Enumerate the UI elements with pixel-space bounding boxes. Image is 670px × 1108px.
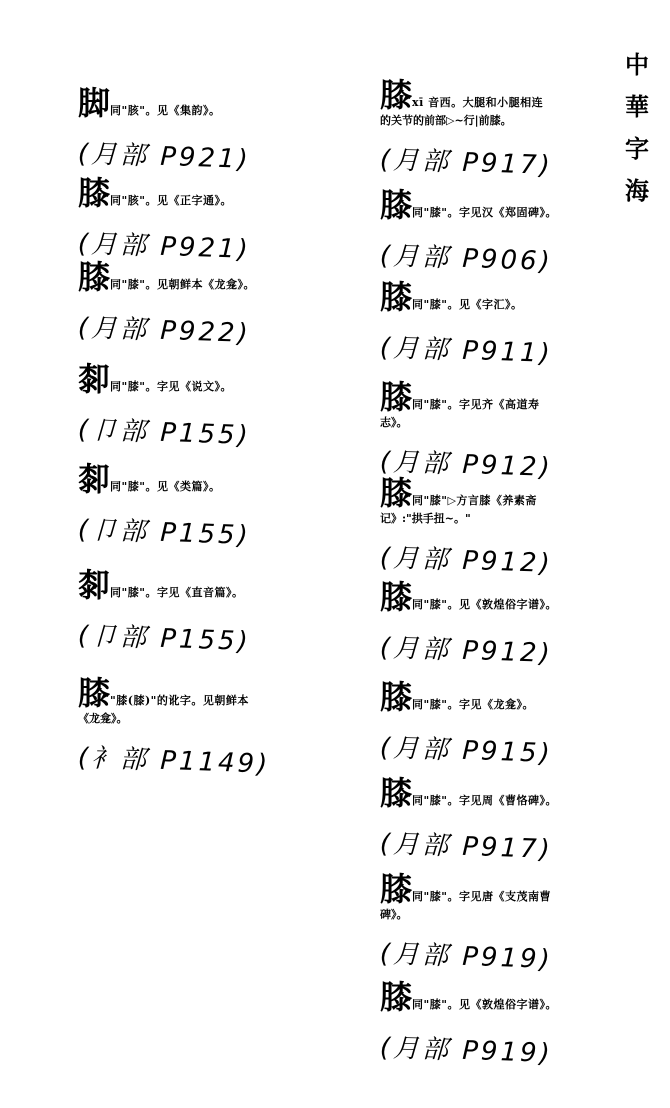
- dictionary-entry: [77, 84, 308, 176]
- dictionary-entry: [379, 474, 620, 580]
- entry-definition-line: [78, 260, 308, 295]
- entry-definition-line: [78, 176, 308, 211]
- entry-definition-line: [380, 476, 620, 525]
- dictionary-entry: [379, 186, 620, 278]
- headword-char: 膝: [380, 186, 413, 224]
- handwritten-note: (月部 P917): [379, 145, 554, 182]
- entry-definition-line: [380, 872, 620, 921]
- handwritten-note: (月部 P919): [379, 1033, 554, 1070]
- entry-definition: 同"膝"。字见《直音篇》。: [110, 586, 244, 599]
- headword-char: 膝: [380, 978, 413, 1016]
- headword-char: 膝: [78, 258, 111, 296]
- headword-char: 膝: [380, 76, 413, 114]
- title-char: 海: [625, 176, 649, 205]
- entry-definition-continuation: 《龙龛》。: [78, 712, 128, 726]
- headword-char: 膝: [380, 578, 413, 616]
- page-title: [622, 44, 652, 212]
- handwritten-note: (月部 P921): [77, 139, 252, 176]
- handwritten-note: (卩部 P155): [77, 415, 252, 452]
- dictionary-entry: [77, 460, 308, 552]
- entry-definition-continuation: 记》:"拱手扭~。": [380, 512, 471, 526]
- title-char: 華: [625, 92, 649, 121]
- entry-definition: "膝(膝)"的讹字。见朝鲜本: [110, 694, 249, 707]
- dictionary-entry: [379, 578, 620, 670]
- dictionary-entry: [379, 978, 620, 1070]
- entry-definition: xī 音西。大腿和小腿相连: [412, 96, 544, 109]
- entry-definition-line: [78, 86, 308, 121]
- entry-definition-line: [380, 380, 620, 429]
- headword-char: 膝: [380, 678, 413, 716]
- entry-definition: 同"膝"。见朝鲜本《龙龛》。: [110, 278, 255, 291]
- entry-definition-continuation: 碑》。: [380, 908, 408, 922]
- headword-char: 厀: [78, 460, 111, 498]
- headword-char: 厀: [78, 360, 111, 398]
- handwritten-note: (月部 P912): [379, 543, 554, 580]
- dictionary-entry: [379, 678, 620, 770]
- dictionary-entry: [379, 774, 620, 866]
- entry-definition: 同"膝"。见《字汇》。: [412, 298, 523, 311]
- entry-definition-line: [380, 580, 620, 615]
- entry-definition-line: [78, 676, 308, 725]
- dictionary-entry: [379, 76, 620, 182]
- entry-definition-line: [380, 680, 620, 715]
- headword-char: 膝: [78, 674, 111, 712]
- dictionary-entry: [77, 360, 308, 452]
- entry-definition-line: [380, 980, 620, 1015]
- handwritten-note: (衤部 P1149): [77, 743, 271, 780]
- handwritten-note: (月部 P917): [379, 829, 554, 866]
- entry-definition-continuation: 志》。: [380, 416, 408, 430]
- dictionary-entry: [77, 258, 308, 350]
- entry-definition: 同"胲"。见《集韵》。: [110, 104, 221, 117]
- title-char: 字: [625, 134, 649, 163]
- entry-definition-line: [78, 568, 308, 603]
- entry-definition: 同"膝"。见《敦煌俗字谱》。: [412, 998, 557, 1011]
- handwritten-note: (月部 P912): [379, 447, 554, 484]
- entry-definition: 同"膝"。字见《龙龛》。: [412, 698, 534, 711]
- entry-definition: 同"膝"。字见《说文》。: [110, 380, 232, 393]
- dictionary-entry: [77, 566, 308, 658]
- entry-definition: 同"膝"。字见唐《支茂南曹: [412, 890, 551, 903]
- handwritten-note: (卩部 P155): [77, 621, 252, 658]
- headword-char: 膝: [78, 174, 111, 212]
- handwritten-note: (月部 P906): [379, 241, 554, 278]
- entry-definition: 同"膝"。字见周《曹恪碑》。: [412, 794, 557, 807]
- dictionary-entry: [379, 870, 620, 976]
- headword-char: 厀: [78, 566, 111, 604]
- entry-definition: 同"膝"。见《类篇》。: [110, 480, 221, 493]
- handwritten-note: (月部 P921): [77, 229, 252, 266]
- entry-definition-line: [78, 462, 308, 497]
- entry-definition: 同"膝"。字见齐《高道寿: [412, 398, 540, 411]
- handwritten-note: (月部 P915): [379, 733, 554, 770]
- entry-definition-line: [380, 776, 620, 811]
- headword-char: 脚: [78, 84, 111, 122]
- entry-definition: 同"膝"▷方言膝《养素斋: [412, 494, 537, 507]
- entry-definition-line: [380, 280, 620, 315]
- headword-char: 膝: [380, 474, 413, 512]
- handwritten-note: (月部 P922): [77, 313, 252, 350]
- dictionary-entry: [77, 174, 308, 266]
- entry-definition: 同"膝"。字见汉《郑固碑》。: [412, 206, 557, 219]
- handwritten-note: (卩部 P155): [77, 515, 252, 552]
- handwritten-note: (月部 P919): [379, 939, 554, 976]
- headword-char: 膝: [380, 774, 413, 812]
- headword-char: 膝: [380, 870, 413, 908]
- entry-definition-continuation: 的关节的前部▷~行|前膝。: [380, 114, 512, 128]
- headword-char: 膝: [380, 278, 413, 316]
- title-char: 中: [625, 50, 649, 79]
- headword-char: 膝: [380, 378, 413, 416]
- handwritten-note: (月部 P912): [379, 633, 554, 670]
- entry-definition-line: [380, 78, 620, 127]
- entry-definition: 同"胲"。见《正字通》。: [110, 194, 232, 207]
- dictionary-entry: [379, 378, 620, 484]
- entry-definition-line: [380, 188, 620, 223]
- dictionary-entry: [379, 278, 620, 370]
- handwritten-note: (月部 P911): [379, 333, 554, 370]
- entry-definition-line: [78, 362, 308, 397]
- entry-definition: 同"膝"。见《敦煌俗字谱》。: [412, 598, 557, 611]
- dictionary-entry: [77, 674, 308, 780]
